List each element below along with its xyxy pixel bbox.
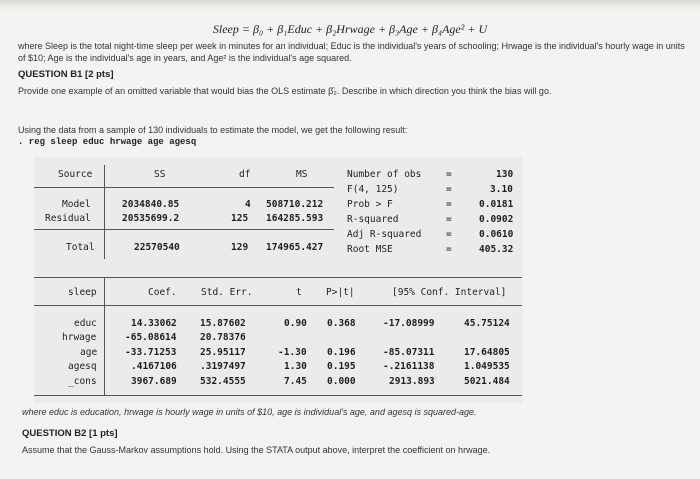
question-b2-text: Assume that the Gauss-Markov assumptions hold. Using the STATA output above, interpret the coefficient on hrwage. [22,445,491,455]
anova-source: Model [62,199,91,210]
anova-header-rule [34,187,334,188]
coef-se: 15.87602 [200,318,246,329]
stat-value: 3.10 [490,184,513,195]
coef-bottom-rule [34,395,522,396]
anova-header-df: df [239,169,251,180]
model-equation: Sleep = β₀ + β₁Educ + β₂Hrwage + β₃Age + β₄Age² + U [212,22,488,36]
coef-se: 20.78376 [200,332,246,343]
stat-label: Adj R-squared [347,229,422,240]
anova-source: Residual [45,213,91,224]
coef-top-rule [34,277,522,278]
coef-p: 0.000 [327,376,356,387]
anova-df: 4 [245,199,251,210]
stat-value: 405.32 [479,244,514,255]
anova-header-ms: MS [296,169,308,180]
coef-var: agesq [68,361,97,372]
coef-se: .3197497 [200,361,246,372]
coef-header-coef: Coef. [148,287,177,298]
stata-command: . reg sleep educ hrwage age agesq [18,137,197,147]
coef-header-ci: [95% Conf. Interval] [392,287,507,298]
coef-se: 25.95117 [200,347,246,358]
coef-ci-low: -85.07311 [383,347,435,358]
stat-equals: = [446,199,452,210]
coef-value: -65.08614 [125,332,177,343]
coef-t: 7.45 [284,376,307,387]
coef-var: educ [74,318,97,329]
coef-ci-low: -.2161138 [383,361,435,372]
variable-description: where Sleep is the total night-time sleep per week in minutes for an individual; Educ is the individual's years of schooling; Hrwage is the individual's hourly wage in units of $10; Age is the individual's age in years, and Age² is the individual's age squared. [18,41,685,63]
output-footnote: where educ is education, hrwage is hourly wage in units of $10, age is individual's age, and agesq is squared-age. [22,407,477,417]
coef-t: 0.90 [284,318,307,329]
question-b1-text: Provide one example of an omitted variable that would bias the OLS estimate β̂₂. Describe in which direction you think the bias will go. [18,86,552,96]
question-b1-heading: QUESTION B1 [2 pts] [18,69,114,80]
stata-output [34,157,522,403]
coef-var: age [80,347,98,358]
anova-source: Total [66,242,95,253]
coef-t: -1.30 [278,347,307,358]
anova-ms: 164285.593 [266,213,324,224]
anova-df: 129 [231,242,249,253]
top-strip [0,0,700,10]
stat-label: F(4, 125) [347,184,399,195]
coef-value: 3967.689 [131,376,177,387]
anova-ss: 20535699.2 [122,213,180,224]
anova-header-ss: SS [154,169,166,180]
stat-equals: = [446,244,452,255]
anova-ss: 22570540 [134,242,180,253]
coef-ci-high: 1.049535 [464,361,510,372]
coef-ci-high: 5021.484 [464,376,510,387]
anova-total-rule [34,229,334,230]
coef-p: 0.368 [327,318,356,329]
sample-description: Using the data from a sample of 130 individuals to estimate the model, we get the following result: [18,125,408,135]
anova-ss: 2034840.85 [122,199,180,210]
stat-equals: = [446,229,452,240]
coef-var: hrwage [62,332,97,343]
anova-ms: 174965.427 [266,242,324,253]
coef-header-p: P>|t| [326,287,355,298]
stat-value: 0.0902 [479,214,514,225]
anova-header-source: Source [58,169,93,180]
stat-value: 0.0610 [479,229,514,240]
coef-se: 532.4555 [200,376,246,387]
stat-equals: = [446,184,452,195]
anova-ms: 508710.212 [266,199,324,210]
coef-header-rule [34,305,522,306]
coef-header-se: Std. Err. [201,287,253,298]
coef-header-t: t [296,287,302,298]
coef-ci-low: -17.08999 [383,318,435,329]
coef-var: _cons [68,376,97,387]
coef-value: -33.71253 [125,347,177,358]
coef-t: 1.30 [284,361,307,372]
coef-p: 0.196 [327,347,356,358]
anova-divider [104,165,105,259]
coef-ci-high: 17.64805 [464,347,510,358]
coef-ci-high: 45.75124 [464,318,510,329]
anova-df: 125 [231,213,249,224]
question-b2-heading: QUESTION B2 [1 pts] [22,428,118,439]
stat-label: Prob > F [347,199,393,210]
coef-divider [104,277,105,395]
coef-value: 14.33062 [131,318,177,329]
coef-ci-low: 2913.893 [389,376,435,387]
stat-label: Number of obs [347,169,422,180]
coef-header-depvar: sleep [68,287,97,298]
stat-equals: = [446,169,452,180]
stat-value: 130 [496,169,514,180]
stat-equals: = [446,214,452,225]
coef-value: .4167106 [131,361,177,372]
stat-label: Root MSE [347,244,393,255]
stat-value: 0.0181 [479,199,514,210]
stat-label: R-squared [347,214,399,225]
coef-p: 0.195 [327,361,356,372]
